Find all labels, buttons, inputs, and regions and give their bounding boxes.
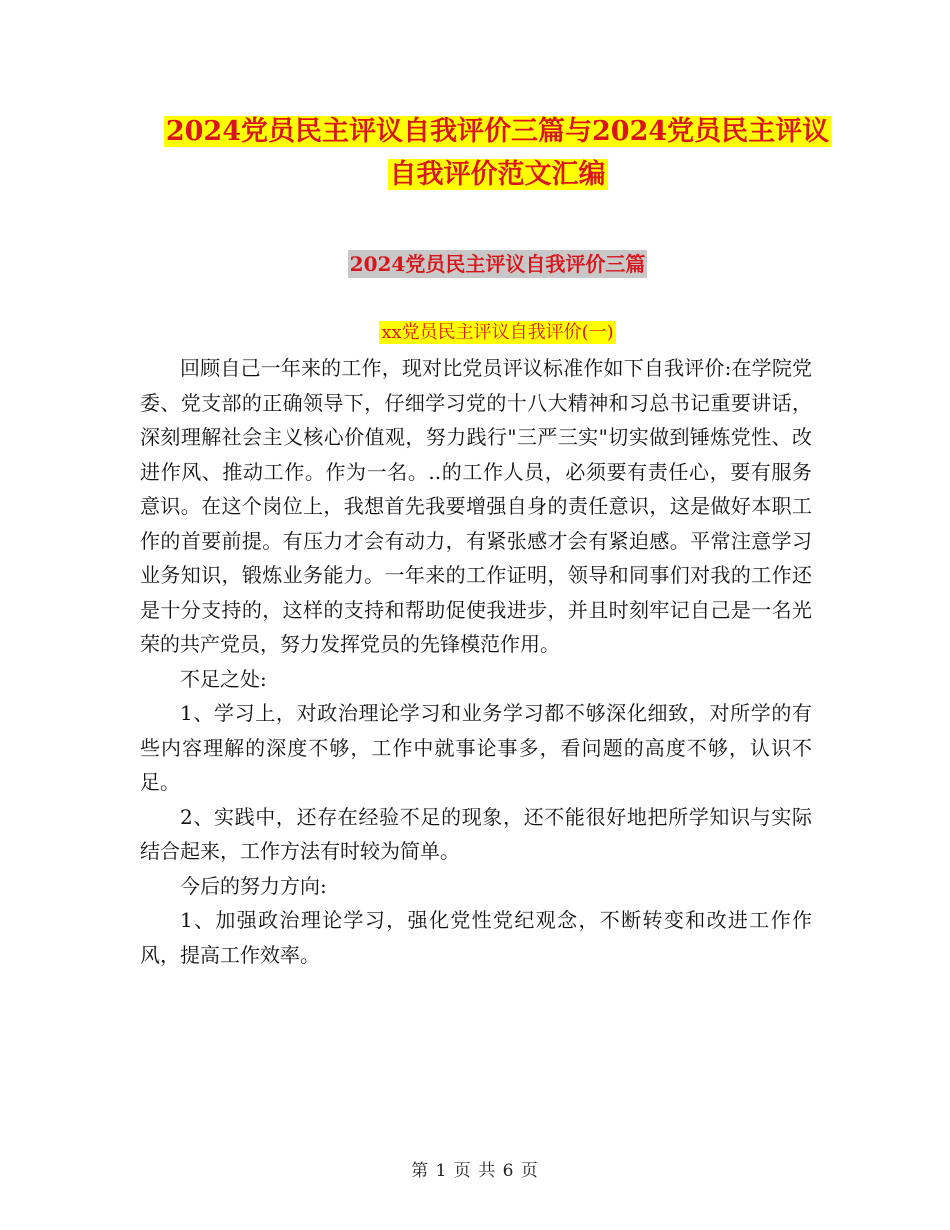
section-title: 2024党员民主评议自我评价三篇	[349, 252, 646, 276]
document-title-line-1: 2024党员民主评议自我评价三篇与2024党员民主评议	[165, 116, 830, 147]
paragraph: 回顾自己一年来的工作，现对比党员评议标准作如下自我评价:在学院党委、党支部的正确领导下，仔细学习党的十八大精神和习总书记重要讲话，深刻理解社会主义核心价值观，努力践行"三严三实"切实做到锤炼党性、改进作风、推动工作。作为一名。..的工作人员，必须要有责任心，要有服务意识。在这个岗位上，我想首先我要增强自身的责任意识，这是做好本职工作的首要前提。有压力才会有动力，有紧张感才会有紧迫感。平常注意学习业务知识，锻炼业务能力。一年来的工作证明，领导和同事们对我的工作还是十分支持的，这样的支持和帮助促使我进步，并且时刻牢记自己是一名光荣的共产党员，努力发挥党员的先锋模范作用。	[140, 356, 812, 656]
paragraph: 2、实践中，还存在经验不足的现象，还不能很好地把所学知识与实际结合起来，工作方法有时较为简单。	[140, 804, 812, 863]
page-footer: 第 1 页 共 6 页	[411, 1161, 539, 1181]
document-title-line-2: 自我评价范文汇编	[389, 159, 606, 190]
subsection-title: xx党员民主评议自我评价(一)	[381, 322, 614, 343]
paragraph: 1、学习上，对政治理论学习和业务学习都不够深化细致，对所学的有些内容理解的深度不够，工作中就事论事多，看问题的高度不够，认识不足。	[140, 701, 812, 794]
paragraph: 不足之处:	[180, 666, 267, 691]
document-body	[140, 351, 812, 972]
paragraph: 1、加强政治理论学习，强化党性党纪观念，不断转变和改进工作作风，提高工作效率。	[140, 908, 812, 967]
paragraph: 今后的努力方向:	[180, 873, 327, 898]
